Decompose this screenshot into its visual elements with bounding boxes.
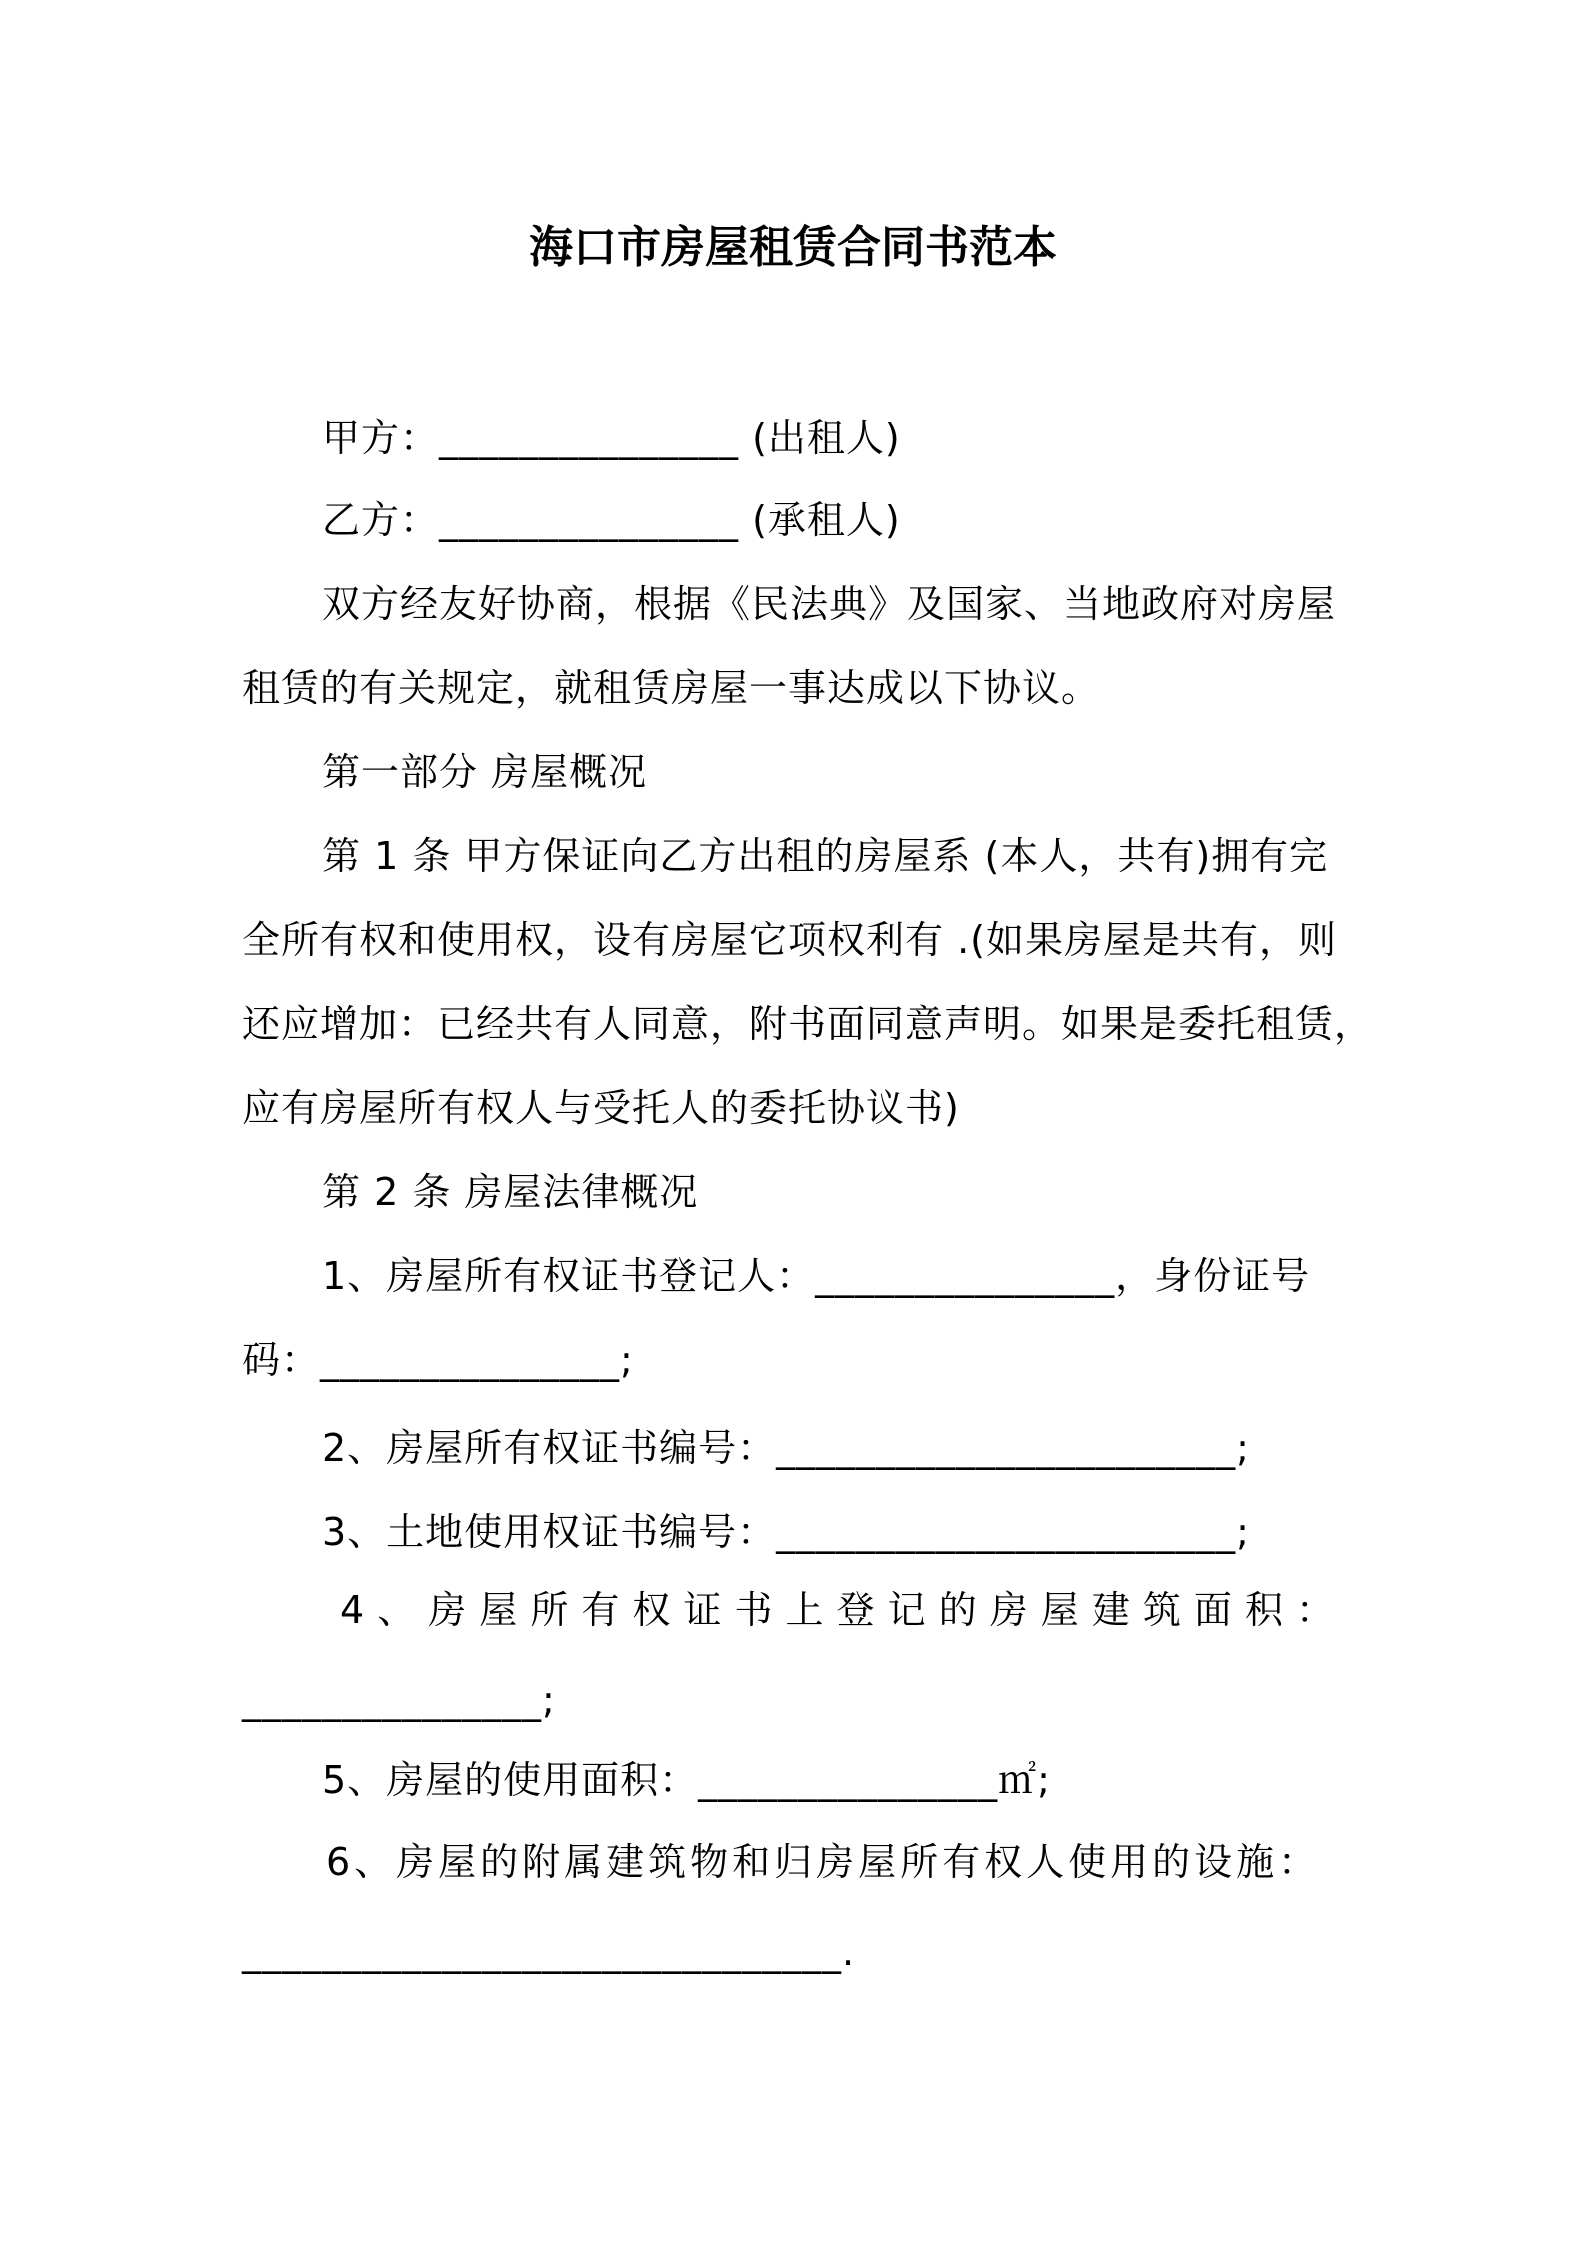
clause-6-line-1: 6、房屋的附属建筑物和归房屋所有权人使用的设施：: [326, 1840, 1321, 1884]
clause-1-line-1: 1、房屋所有权证书登记人：_______________，身份证号: [322, 1254, 1311, 1298]
clause-5-line: 5、房屋的使用面积：_______________㎡;: [322, 1758, 1051, 1802]
party-b-line: 乙方：_______________ (承租人): [322, 498, 901, 542]
article-2-heading: 第 2 条 房屋法律概况: [322, 1170, 699, 1214]
article-1-line-4: 应有房屋所有权人与受托人的委托协议书): [242, 1086, 960, 1130]
section-heading-part-1: 第一部分 房屋概况: [322, 750, 648, 794]
clause-1-line-2: 码：_______________;: [242, 1338, 634, 1382]
article-1-line-2: 全所有权和使用权，设有房屋它项权利有 .(如果房屋是共有，则: [242, 918, 1337, 962]
article-1-line-1: 第 1 条 甲方保证向乙方出租的房屋系 (本人，共有)拥有完: [322, 834, 1329, 878]
article-1-line-3: 还应增加：已经共有人同意，附书面同意声明。如果是委托租赁，: [242, 1002, 1374, 1046]
preamble-line-2: 租赁的有关规定，就租赁房屋一事达成以下协议。: [242, 666, 1101, 710]
preamble-line-1: 双方经友好协商，根据《民法典》及国家、当地政府对房屋: [322, 582, 1337, 626]
clause-3-line: 3、土地使用权证书编号：_______________________;: [322, 1510, 1250, 1554]
party-a-line: 甲方：_______________ (出租人): [322, 416, 901, 460]
clause-4-line-1: 4、房屋所有权证书上登记的房屋建筑面积：: [340, 1588, 1340, 1632]
clause-4-line-2: _______________;: [242, 1678, 556, 1722]
clause-2-line: 2、房屋所有权证书编号：_______________________;: [322, 1426, 1250, 1470]
clause-6-line-2: ______________________________.: [242, 1930, 856, 1974]
document-title: 海口市房屋租赁合同书范本: [529, 222, 1057, 273]
